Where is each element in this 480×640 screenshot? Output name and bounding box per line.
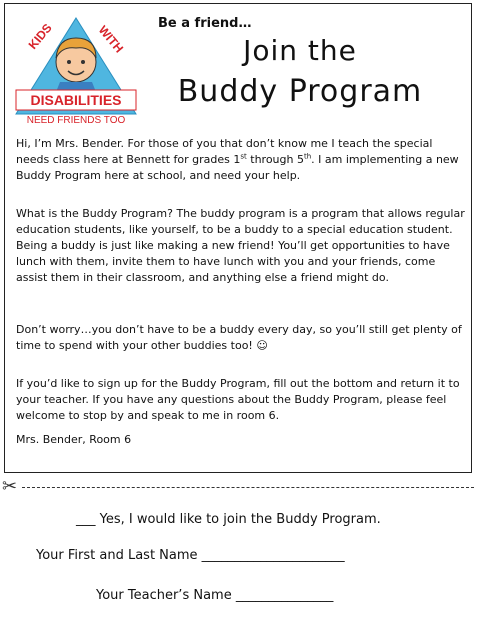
title-line-1: Join the (243, 34, 357, 67)
signature: Mrs. Bender, Room 6 (16, 433, 132, 446)
logo-banner-text: DISABILITIES (30, 92, 122, 108)
form-join-checkbox-line: ___ Yes, I would like to join the Buddy Program. (76, 512, 381, 527)
svg-text:WITH: WITH (95, 22, 127, 56)
letter-paragraph-intro: Hi, I’m Mrs. Bender. For those of you that don’t know me I teach the special needs class here at Bennett for grades 1st through 5th. I am implementing a new Buddy Program here at school, and need your help. (16, 137, 459, 182)
svg-text:KIDS: KIDS (25, 20, 55, 52)
scissors-icon: ✂ (2, 476, 18, 497)
form-name-field: Your First and Last Name ______________________ (36, 548, 345, 563)
letter-paragraph-signup: If you’d like to sign up for the Buddy Program, fill out the bottom and return it to your teacher. If you have any questions about the Buddy Program, please feel welcome to stop by and speak to me in room 6. (16, 377, 460, 422)
kids-with-disabilities-logo (12, 10, 140, 128)
letter-paragraph-about: What is the Buddy Program? The buddy program is a program that allows regular education students, like yourself, to be a buddy to a special education student. Being a buddy is just like making a new friend! You’ll get opportunities to have lunch with them, invite them to have lunch with you and your friends, come assist them in their classroom, and anything else a friend might do. (16, 207, 465, 284)
logo-subtitle: NEED FRIENDS TOO (26, 115, 126, 126)
title-line-2: Buddy Program (177, 74, 423, 109)
tagline: Be a friend… (158, 16, 252, 31)
cut-line (22, 487, 474, 488)
form-teacher-field: Your Teacher’s Name _______________ (96, 588, 334, 603)
letter-paragraph-reassure: Don’t worry…you don’t have to be a buddy every day, so you’ll still get plenty of time to spend with your other buddies too! ☺ (16, 323, 462, 352)
